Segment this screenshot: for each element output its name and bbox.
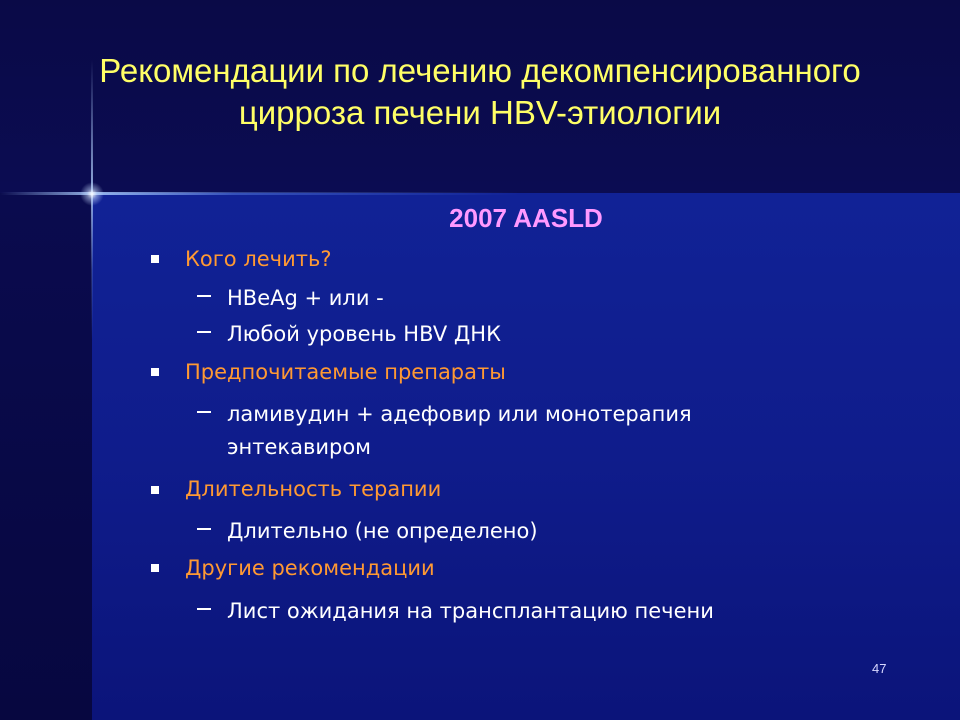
dash-icon [197,295,211,297]
bullet-square-icon [151,255,159,263]
dash-icon [197,528,211,530]
list-item: Длительно (не определено) [227,519,538,543]
section-heading-preferred-drugs: Предпочитаемые препараты [185,360,506,384]
section-heading-therapy-duration: Длительность терапии [185,477,442,501]
slide-title-line-1: Рекомендации по лечению декомпенсированного [99,52,861,89]
list-item: Лист ожидания на трансплантацию печени [227,599,714,623]
dash-icon [197,411,211,413]
content-panel [92,193,960,720]
dash-icon [197,331,211,333]
list-item-continuation: энтекавиром [227,435,372,459]
list-item: ламивудин + адефовир или монотерапия [227,402,692,426]
slide-title [20,50,940,134]
slide-subheading: 2007 AASLD [449,203,603,233]
left-margin-background [0,193,92,720]
bullet-square-icon [151,368,159,376]
slide-title-line-2: цирроза печени HBV-этиологии [238,94,722,131]
bullet-square-icon [151,486,159,494]
dash-icon [197,608,211,610]
bullet-square-icon [151,564,159,572]
section-heading-who-to-treat: Кого лечить? [185,247,332,271]
light-flare-horizontal [0,192,520,195]
list-item: Любой уровень HBV ДНК [227,322,501,346]
slide-number: 47 [872,661,887,676]
section-heading-other-recommendations: Другие рекомендации [185,556,435,580]
list-item: HBeAg + или - [227,286,384,310]
